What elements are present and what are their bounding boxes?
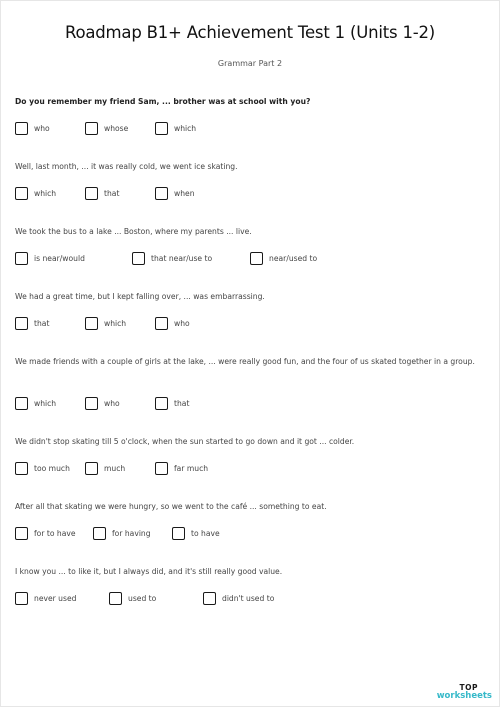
q7-option-2[interactable] [93,527,151,540]
option-label: who [34,124,50,133]
option-label: for having [112,529,151,538]
option-label: which [34,399,57,408]
checkbox[interactable] [155,122,168,135]
checkbox[interactable] [85,187,98,200]
q5-option-2[interactable] [85,397,120,410]
q2-option-3[interactable] [155,187,195,200]
option-label: for to have [34,529,76,538]
q7-option-3[interactable] [172,527,220,540]
logo-bottom-text: worksheets [436,691,492,701]
q5-option-3[interactable] [155,397,189,410]
option-label: whose [104,124,129,133]
q4-option-2[interactable] [85,317,126,330]
checkbox[interactable] [109,592,122,605]
option-label: which [104,319,127,328]
checkbox[interactable] [15,122,28,135]
option-label: when [174,189,195,198]
question-8-text: I know you ... to like it, but I always did, and it's still really good value. [15,567,283,576]
checkbox[interactable] [15,252,28,265]
checkbox[interactable] [93,527,106,540]
checkbox[interactable] [15,397,28,410]
option-label: to have [191,529,220,538]
q5-option-1[interactable] [15,397,56,410]
checkbox[interactable] [155,317,168,330]
checkbox[interactable] [15,187,28,200]
question-3-text: We took the bus to a lake ... Boston, where my parents ... live. [15,227,252,236]
checkbox[interactable] [85,462,98,475]
checkbox[interactable] [15,592,28,605]
checkbox[interactable] [85,397,98,410]
option-label: far much [174,464,209,473]
page-subtitle: Grammar Part 2 [217,59,283,68]
option-label: that [104,189,120,198]
question-1-text: Do you remember my friend Sam, ... brother was at school with you? [15,97,311,106]
option-label: who [174,319,190,328]
question-6-text: We didn't stop skating till 5 o'clock, when the sun started to go down and it got ... colder. [15,437,355,446]
q6-option-2[interactable] [85,462,125,475]
q3-option-3[interactable] [250,252,317,265]
topworksheets-logo [437,683,492,701]
checkbox[interactable] [132,252,145,265]
q6-option-3[interactable] [155,462,208,475]
q3-option-1[interactable] [15,252,85,265]
q7-option-1[interactable] [15,527,76,540]
checkbox[interactable] [155,462,168,475]
checkbox[interactable] [15,527,28,540]
q1-option-1[interactable] [15,122,50,135]
option-label: which [174,124,197,133]
question-7-text: After all that skating we were hungry, so we went to the café ... something to eat. [15,502,327,511]
checkbox[interactable] [85,317,98,330]
question-5-text: We made friends with a couple of girls at the lake, ... were really good fun, and the four of us skated together in a group. [15,357,475,366]
checkbox[interactable] [15,317,28,330]
q6-option-1[interactable] [15,462,70,475]
checkbox[interactable] [155,397,168,410]
option-label: that [34,319,50,328]
checkbox[interactable] [15,462,28,475]
option-label: who [104,399,120,408]
q2-option-1[interactable] [15,187,56,200]
checkbox[interactable] [250,252,263,265]
option-label: that [174,399,190,408]
checkbox[interactable] [172,527,185,540]
checkbox[interactable] [85,122,98,135]
option-label: that near/use to [151,254,213,263]
option-label: much [104,464,126,473]
option-label: used to [128,594,157,603]
option-label: which [34,189,57,198]
option-label: too much [34,464,70,473]
q3-option-2[interactable] [132,252,212,265]
checkbox[interactable] [155,187,168,200]
q2-option-2[interactable] [85,187,119,200]
question-4-text: We had a great time, but I kept falling over, ... was embarrassing. [15,292,265,301]
option-label: never used [34,594,77,603]
q8-option-1[interactable] [15,592,76,605]
option-label: didn't used to [222,594,275,603]
page-title: Roadmap B1+ Achievement Test 1 (Units 1-2) [64,23,436,42]
option-label: is near/would [34,254,85,263]
q8-option-2[interactable] [109,592,156,605]
checkbox[interactable] [203,592,216,605]
q8-option-3[interactable] [203,592,274,605]
q4-option-1[interactable] [15,317,49,330]
q1-option-3[interactable] [155,122,196,135]
option-label: near/used to [269,254,318,263]
question-2-text: Well, last month, ... it was really cold, we went ice skating. [15,162,238,171]
logo-top-text: TOP [459,683,478,692]
q1-option-2[interactable] [85,122,128,135]
q4-option-3[interactable] [155,317,190,330]
